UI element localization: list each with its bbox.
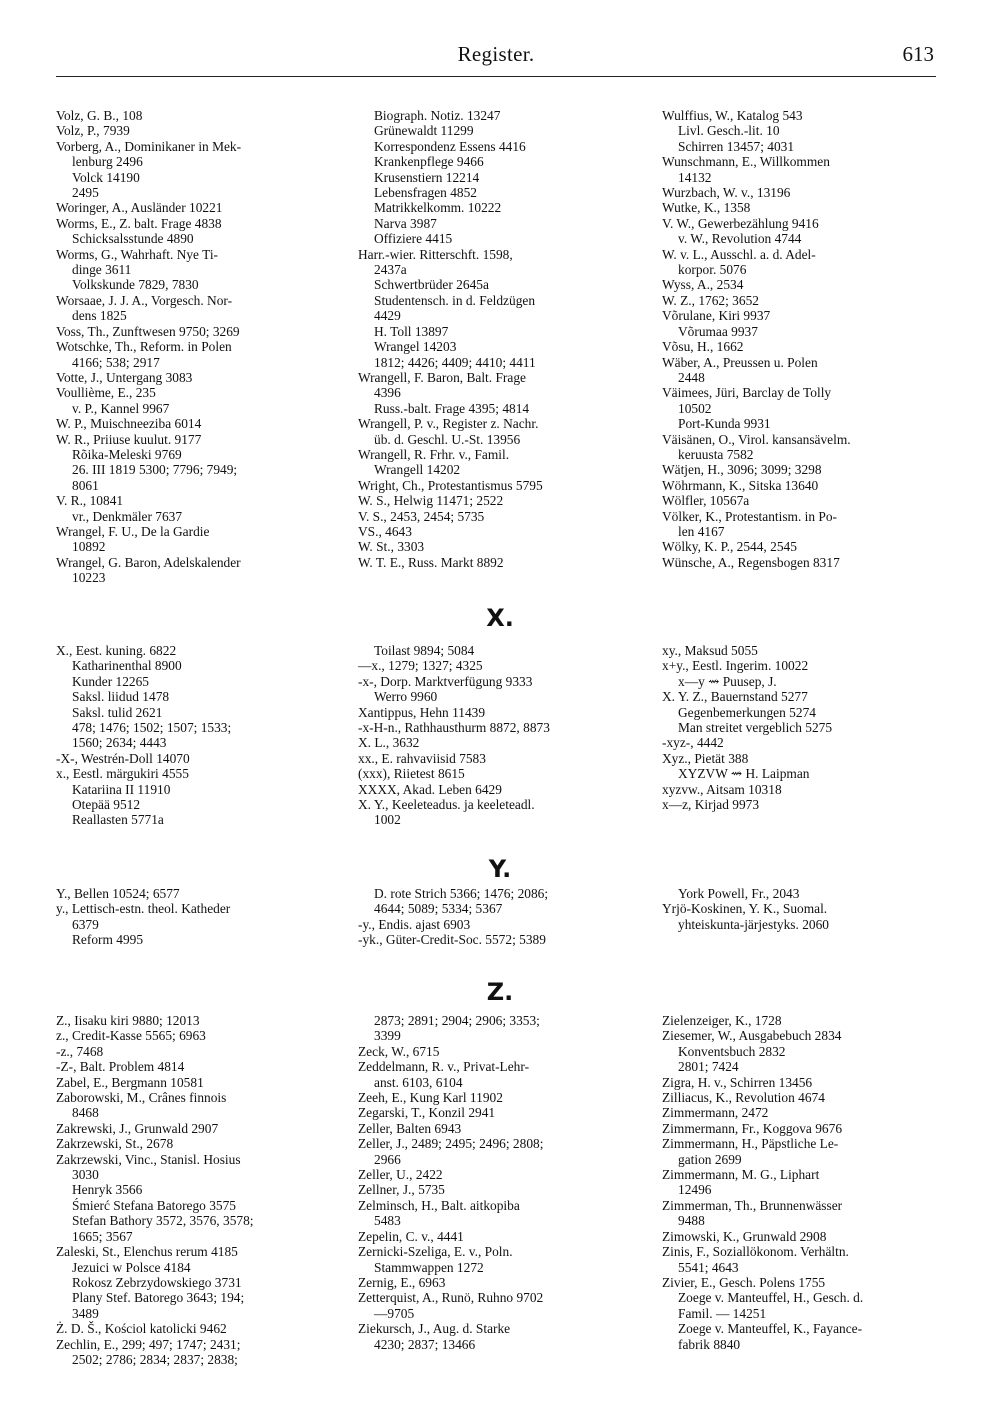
index-entry-line: Worsaae, J. J. A., Vorgesch. Nor- xyxy=(56,292,233,308)
index-entry-line: 2966 xyxy=(374,1151,401,1167)
index-entry-line: Wäber, A., Preussen u. Polen xyxy=(662,354,818,370)
index-entry-line: Zimmermann, H., Päpstliche Le- xyxy=(662,1136,839,1152)
index-entry-line: Stefan Bathory 3572, 3576, 3578; xyxy=(72,1213,254,1229)
index-entry-line: Ziesemer, W., Ausgabebuch 2834 xyxy=(662,1028,842,1044)
index-entry-line: Schirren 13457; 4031 xyxy=(678,138,795,154)
index-entry-line: Wrangell, R. Frhr. v., Famil. xyxy=(358,446,510,462)
index-entry-line: Krankenpflege 9466 xyxy=(374,154,484,170)
index-entry-line: Wrangell, F. Baron, Balt. Frage xyxy=(358,369,526,385)
index-entry-line: V. S., 2453, 2454; 5735 xyxy=(358,508,485,524)
index-entry-line: XXXX, Akad. Leben 6429 xyxy=(358,781,502,797)
index-entry-line: Wunschmann, E., Willkommen xyxy=(662,154,830,170)
index-entry-line: v. P., Kannel 9967 xyxy=(72,400,170,416)
index-entry-line: Zigra, H. v., Schirren 13456 xyxy=(662,1074,813,1090)
index-entry-line: dens 1825 xyxy=(72,308,127,324)
index-entry-line: Zivier, E., Gesch. Polens 1755 xyxy=(662,1274,826,1290)
index-entry-line: D. rote Strich 5366; 1476; 2086; xyxy=(374,886,549,901)
index-entry-line: len 4167 xyxy=(678,523,725,539)
index-entry-line: Plany Stef. Batorego 3643; 194; xyxy=(72,1290,245,1306)
index-entry-line: 5483 xyxy=(374,1213,401,1229)
index-entry-line: keruusta 7582 xyxy=(678,446,754,462)
index-entry-line: 8061 xyxy=(72,477,99,493)
section-letter-z: Z. xyxy=(486,978,514,1006)
index-entry-line: Woringer, A., Ausländer 10221 xyxy=(56,200,223,216)
index-entry-line: x—y ⇝ Puusep, J. xyxy=(678,673,777,689)
index-entry-line: Volz, P., 7939 xyxy=(56,123,130,139)
index-entry-line: Volz, G. B., 108 xyxy=(56,108,143,123)
index-entry-line: Worms, G., Wahrhaft. Nye Ti- xyxy=(56,246,218,262)
index-entry-line: -X-, Westrén-Doll 14070 xyxy=(56,750,190,766)
index-entry-line: Zabel, E., Bergmann 10581 xyxy=(56,1074,204,1090)
index-entry-line: 6379 xyxy=(72,916,99,932)
y-column-1 xyxy=(56,886,331,948)
index-entry-line: W. Z., 1762; 3652 xyxy=(662,292,759,308)
index-entry-line: Man streitet vergeblich 5275 xyxy=(678,720,833,736)
index-entry-line: Reallasten 5771a xyxy=(72,812,164,828)
index-entry-line: Toilast 9894; 5084 xyxy=(374,643,475,658)
index-entry-line: Matrikkelkomm. 10222 xyxy=(374,200,502,216)
index-entry-line: 14132 xyxy=(678,169,712,185)
index-entry-line: Werro 9960 xyxy=(374,689,438,705)
index-entry-line: Schicksalsstunde 4890 xyxy=(72,231,194,247)
index-entry-line: 4429 xyxy=(374,308,401,324)
index-entry-line: Konventsbuch 2832 xyxy=(678,1043,786,1059)
index-entry-line: 2502; 2786; 2834; 2837; 2838; xyxy=(72,1351,238,1367)
index-entry-line: Wurzbach, W. v., 13196 xyxy=(662,185,791,201)
index-entry-line: Studentensch. in d. Feldzügen xyxy=(374,292,536,308)
index-entry-line: Zeller, J., 2489; 2495; 2496; 2808; xyxy=(358,1136,544,1152)
index-entry-line: 4166; 538; 2917 xyxy=(72,354,160,370)
index-entry-line: Võrumaa 9937 xyxy=(678,323,758,339)
index-entry-line: 3489 xyxy=(72,1305,99,1321)
index-entry-line: Rokosz Zebrzydowskiego 3731 xyxy=(72,1274,242,1290)
index-entry-line: Zaborowski, M., Crânes finnois xyxy=(56,1090,227,1106)
index-entry-line: vr., Denkmäler 7637 xyxy=(72,508,183,524)
index-entry-line: v. W., Revolution 4744 xyxy=(678,231,802,247)
index-entry-line: Z., Iisaku kiri 9880; 12013 xyxy=(56,1013,200,1028)
index-entry-line: Wulffius, W., Katalog 543 xyxy=(662,108,803,123)
index-entry-line: Wölfler, 10567a xyxy=(662,493,750,509)
index-entry-line: Wyss, A., 2534 xyxy=(662,277,744,293)
index-entry-line: V. R., 10841 xyxy=(56,493,124,509)
index-entry-line: x+y., Eestl. Ingerim. 10022 xyxy=(662,658,809,674)
index-entry-line: Reform 4995 xyxy=(72,932,144,948)
index-entry-line: anst. 6103, 6104 xyxy=(374,1074,463,1090)
index-entry-line: Zinis, F., Soziallökonom. Verhältn. xyxy=(662,1244,849,1260)
w-column-2 xyxy=(358,108,638,570)
index-entry-line: xyzvw., Aitsam 10318 xyxy=(662,781,782,797)
index-entry-line: Väimees, Jüri, Barclay de Tolly xyxy=(662,385,832,401)
index-entry-line: Yrjö-Koskinen, Y. K., Suomal. xyxy=(662,901,828,917)
y-column-2 xyxy=(358,886,638,948)
index-entry-line: VS., 4643 xyxy=(358,523,412,539)
index-entry-line: Henryk 3566 xyxy=(72,1182,143,1198)
index-entry-line: Grünewaldt 11299 xyxy=(374,123,474,139)
page-number: 613 xyxy=(902,42,934,66)
index-entry-line: Voss, Th., Zunftwesen 9750; 3269 xyxy=(56,323,240,339)
y-column-3 xyxy=(662,886,940,932)
index-entry-line: Wrangel, G. Baron, Adelskalender xyxy=(56,554,241,570)
index-entry-line: Stammwappen 1272 xyxy=(374,1259,484,1275)
index-entry-line: 4230; 2837; 13466 xyxy=(374,1336,476,1352)
index-entry-line: Volck 14190 xyxy=(72,169,140,185)
index-entry-line: Zimmermann, Fr., Koggova 9676 xyxy=(662,1120,843,1136)
index-entry-line: Zegarski, T., Konzil 2941 xyxy=(358,1105,496,1121)
index-entry-line: Otepää 9512 xyxy=(72,797,141,813)
index-entry-line: (xxx), Riietest 8615 xyxy=(358,766,465,782)
index-entry-line: Wrangell 14202 xyxy=(374,462,461,478)
index-entry-line: Voullième, E., 235 xyxy=(56,385,156,401)
index-entry-line: Narva 3987 xyxy=(374,215,437,231)
index-entry-line: —9705 xyxy=(374,1305,415,1321)
index-entry-line: -x-, Dorp. Marktverfügung 9333 xyxy=(358,673,533,689)
index-entry-line: Zakrzewski, Vinc., Stanisl. Hosius xyxy=(56,1151,241,1167)
index-entry-line: Ziekursch, J., Aug. d. Starke xyxy=(358,1321,511,1337)
index-entry-line: Zimmermann, 2472 xyxy=(662,1105,769,1121)
index-entry-line: 10223 xyxy=(72,570,106,586)
index-entry-line: Zeeh, E., Kung Karl 11902 xyxy=(358,1090,503,1106)
index-entry-line: Jezuici w Polsce 4184 xyxy=(72,1259,191,1275)
index-entry-line: 26. III 1819 5300; 7796; 7949; xyxy=(72,462,238,478)
index-entry-line: 10892 xyxy=(72,539,106,555)
index-entry-line: 1665; 3567 xyxy=(72,1228,133,1244)
index-entry-line: X. Y. Z., Bauernstand 5277 xyxy=(662,689,808,705)
index-entry-line: Xantippus, Hehn 11439 xyxy=(358,704,486,720)
index-entry-line: Zeller, Balten 6943 xyxy=(358,1120,462,1136)
index-entry-line: Ż. D. Š., Kościol katolicki 9462 xyxy=(56,1321,227,1337)
index-entry-line: Völker, K., Protestantism. in Po- xyxy=(662,508,838,524)
z-column-1 xyxy=(56,1013,331,1367)
index-entry-line: Zernicki-Szeliga, E. v., Poln. xyxy=(358,1244,513,1260)
index-entry-line: H. Toll 13897 xyxy=(374,323,449,339)
index-entry-line: dinge 3611 xyxy=(72,262,132,278)
index-entry-line: 1002 xyxy=(374,812,401,828)
index-entry-line: 2448 xyxy=(678,369,705,385)
index-entry-line: Zellner, J., 5735 xyxy=(358,1182,445,1198)
index-entry-line: -xyz-, 4442 xyxy=(662,735,724,751)
index-entry-line: Votte, J., Untergang 3083 xyxy=(56,369,193,385)
index-entry-line: 4396 xyxy=(374,385,401,401)
index-entry-line: York Powell, Fr., 2043 xyxy=(678,886,800,901)
index-entry-line: -y., Endis. ajast 6903 xyxy=(358,916,471,932)
index-entry-line: Zeddelmann, R. v., Privat-Lehr- xyxy=(358,1059,530,1075)
index-entry-line: 4644; 5089; 5334; 5367 xyxy=(374,901,503,917)
index-entry-line: fabrik 8840 xyxy=(678,1336,741,1352)
index-entry-line: X., Eest. kuning. 6822 xyxy=(56,643,177,658)
index-entry-line: Śmierć Stefana Batorego 3575 xyxy=(72,1197,236,1213)
index-entry-line: Zimowski, K., Grunwald 2908 xyxy=(662,1228,827,1244)
index-entry-line: 9488 xyxy=(678,1213,705,1229)
index-entry-line: Zakrewski, J., Grunwald 2907 xyxy=(56,1120,219,1136)
index-entry-line: Wotschke, Th., Reform. in Polen xyxy=(56,339,232,355)
index-entry-line: Russ.-balt. Frage 4395; 4814 xyxy=(374,400,530,416)
index-entry-line: W. P., Muischneeziba 6014 xyxy=(56,416,202,432)
index-entry-line: Xyz., Pietät 388 xyxy=(662,750,749,766)
w-column-1 xyxy=(56,108,331,586)
running-title: Register. xyxy=(457,42,535,66)
index-entry-line: korpor. 5076 xyxy=(678,262,747,278)
index-entry-line: Zechlin, E., 299; 497; 1747; 2431; xyxy=(56,1336,241,1352)
index-entry-line: Zeller, U., 2422 xyxy=(358,1167,443,1183)
index-entry-line: Zimmerman, Th., Brunnenwässer xyxy=(662,1197,843,1213)
index-entry-line: Zaleski, St., Elenchus rerum 4185 xyxy=(56,1244,238,1260)
index-entry-line: Zernig, E., 6963 xyxy=(358,1274,446,1290)
index-entry-line: XYZVW ⇝ H. Laipman xyxy=(678,766,810,782)
index-entry-line: Offiziere 4415 xyxy=(374,231,453,247)
index-entry-line: 478; 1476; 1502; 1507; 1533; xyxy=(72,720,232,736)
index-entry-line: 3030 xyxy=(72,1167,99,1183)
index-entry-line: Gegenbemerkungen 5274 xyxy=(678,704,816,720)
index-entry-line: Port-Kunda 9931 xyxy=(678,416,771,432)
index-entry-line: x., Eestl. märgukiri 4555 xyxy=(56,766,189,782)
index-entry-line: Wrangel 14203 xyxy=(374,339,457,355)
index-entry-line: Wätjen, H., 3096; 3099; 3298 xyxy=(662,462,822,478)
index-entry-line: xy., Maksud 5055 xyxy=(662,643,758,658)
x-column-2 xyxy=(358,643,638,828)
index-entry-line: -Z-, Balt. Problem 4814 xyxy=(56,1059,185,1075)
w-column-3 xyxy=(662,108,940,570)
index-entry-line: 5541; 4643 xyxy=(678,1259,739,1275)
index-entry-line: Võrulane, Kiri 9937 xyxy=(662,308,771,324)
index-entry-line: Wrangel, F. U., De la Gardie xyxy=(56,523,210,539)
index-entry-line: 2801; 7424 xyxy=(678,1059,739,1075)
index-entry-line: Saksl. liidud 1478 xyxy=(72,689,170,705)
index-entry-line: lenburg 2496 xyxy=(72,154,143,170)
index-entry-line: -z., 7468 xyxy=(56,1043,104,1059)
section-letter-y: Y. xyxy=(488,855,512,883)
index-entry-line: 2873; 2891; 2904; 2906; 3353; xyxy=(374,1013,540,1028)
index-entry-line: Wrangell, P. v., Register z. Nachr. xyxy=(358,416,539,432)
index-entry-line: Zoege v. Manteuffel, K., Fayance- xyxy=(678,1321,863,1337)
index-entry-line: x—z, Kirjad 9973 xyxy=(662,797,760,813)
x-column-1 xyxy=(56,643,331,828)
index-entry-line: gation 2699 xyxy=(678,1151,742,1167)
index-entry-line: 8468 xyxy=(72,1105,99,1121)
index-entry-line: yhteiskunta-järjestyks. 2060 xyxy=(678,916,829,932)
index-entry-line: X. Y., Keeleteadus. ja keeleteadl. xyxy=(358,797,535,813)
index-entry-line: 2495 xyxy=(72,185,99,201)
index-entry-line: 1560; 2634; 4443 xyxy=(72,735,167,751)
index-entry-line: Zetterquist, A., Runö, Ruhno 9702 xyxy=(358,1290,544,1306)
index-entry-line: X. L., 3632 xyxy=(358,735,420,751)
index-entry-line: Wölky, K. P., 2544, 2545 xyxy=(662,539,797,555)
index-entry-line: Väisänen, O., Virol. kansansävelm. xyxy=(662,431,851,447)
index-entry-line: üb. d. Geschl. U.-St. 13956 xyxy=(374,431,521,447)
index-entry-line: Wünsche, A., Regensbogen 8317 xyxy=(662,554,840,570)
index-entry-line: Worms, E., Z. balt. Frage 4838 xyxy=(56,215,222,231)
index-entry-line: Zepelin, C. v., 4441 xyxy=(358,1228,464,1244)
page-header xyxy=(56,42,936,74)
index-entry-line: Zoege v. Manteuffel, H., Gesch. d. xyxy=(678,1290,864,1306)
index-entry-line: Famil. — 14251 xyxy=(678,1305,767,1321)
header-rule xyxy=(56,76,936,77)
section-letter-x: X. xyxy=(486,604,514,632)
index-entry-line: Saksl. tulid 2621 xyxy=(72,704,163,720)
index-entry-line: Zeck, W., 6715 xyxy=(358,1043,440,1059)
index-entry-line: Kunder 12265 xyxy=(72,673,149,689)
x-column-3 xyxy=(662,643,940,812)
index-entry-line: Katharinenthal 8900 xyxy=(72,658,182,674)
index-entry-line: W. v. L., Ausschl. a. d. Adel- xyxy=(662,246,816,262)
index-entry-line: Zilliacus, K., Revolution 4674 xyxy=(662,1090,825,1106)
index-entry-line: Y., Bellen 10524; 6577 xyxy=(56,886,180,901)
index-entry-line: Zimmermann, M. G., Liphart xyxy=(662,1167,820,1183)
z-column-2 xyxy=(358,1013,638,1352)
index-entry-line: 10502 xyxy=(678,400,712,416)
index-entry-line: Schwertbrüder 2645a xyxy=(374,277,489,293)
index-entry-line: 12496 xyxy=(678,1182,712,1198)
index-entry-line: Zakrzewski, St., 2678 xyxy=(56,1136,174,1152)
index-entry-line: Katariina II 11910 xyxy=(72,781,171,797)
index-entry-line: V. W., Gewerbezählung 9416 xyxy=(662,215,819,231)
index-entry-line: -yk., Güter-Credit-Soc. 5572; 5389 xyxy=(358,932,546,948)
index-entry-line: Korrespondenz Essens 4416 xyxy=(374,138,526,154)
index-entry-line: W. T. E., Russ. Markt 8892 xyxy=(358,554,504,570)
index-entry-line: 2437a xyxy=(374,262,407,278)
index-entry-line: Volkskunde 7829, 7830 xyxy=(72,277,199,293)
index-entry-line: W. St., 3303 xyxy=(358,539,425,555)
index-entry-line: Zelminsch, H., Balt. aitkopiba xyxy=(358,1197,520,1213)
index-entry-line: -x-H-n., Rathhausthurm 8872, 8873 xyxy=(358,720,550,736)
z-column-3 xyxy=(662,1013,940,1352)
index-entry-line: Võsu, H., 1662 xyxy=(662,339,744,355)
index-entry-line: Harr.-wier. Ritterschft. 1598, xyxy=(358,246,513,262)
index-entry-line: z., Credit-Kasse 5565; 6963 xyxy=(56,1028,206,1044)
index-entry-line: Vorberg, A., Dominikaner in Mek- xyxy=(56,138,242,154)
index-entry-line: Zielenzeiger, K., 1728 xyxy=(662,1013,782,1028)
index-entry-line: Biograph. Notiz. 13247 xyxy=(374,108,501,123)
index-entry-line: Rõika-Meleski 9769 xyxy=(72,446,182,462)
index-entry-line: 3399 xyxy=(374,1028,401,1044)
index-entry-line: Wright, Ch., Protestantismus 5795 xyxy=(358,477,543,493)
index-entry-line: W. S., Helwig 11471; 2522 xyxy=(358,493,504,509)
index-entry-line: Lebensfragen 4852 xyxy=(374,185,477,201)
index-entry-line: Krusenstiern 12214 xyxy=(374,169,480,185)
index-entry-line: Wutke, K., 1358 xyxy=(662,200,751,216)
index-entry-line: —x., 1279; 1327; 4325 xyxy=(358,658,483,674)
index-entry-line: y., Lettisch-estn. theol. Katheder xyxy=(56,901,231,917)
index-entry-line: Wöhrmann, K., Sitska 13640 xyxy=(662,477,819,493)
index-entry-line: Livl. Gesch.-lit. 10 xyxy=(678,123,780,139)
index-entry-line: 1812; 4426; 4409; 4410; 4411 xyxy=(374,354,536,370)
index-entry-line: W. R., Priiuse kuulut. 9177 xyxy=(56,431,202,447)
index-entry-line: xx., E. rahvaviisid 7583 xyxy=(358,750,486,766)
